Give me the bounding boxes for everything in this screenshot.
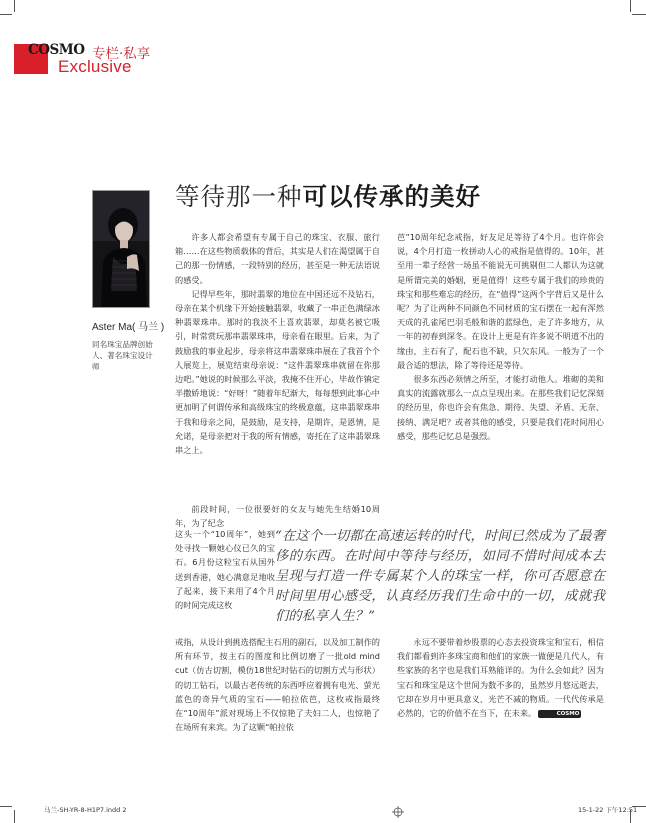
end-mark: COSMO	[538, 710, 581, 718]
footer-timestamp: 15-1-22 下午12:51	[578, 806, 638, 814]
registration-mark-icon	[392, 806, 404, 818]
article-column-2-bottom	[397, 635, 604, 720]
paragraph: 很多东西必须情之所至，才能打动他人。堆砌的美和真实的流露就那么一点点呈现出来。在那些我们记忆深刻的经历里，你也许会有焦急、期待、失望、矛盾、无奈、接纳、满足吧？或者其他的感受，只要是我们花时间用心感受，那些记忆总是强烈。	[397, 374, 604, 441]
article-column-1-narrow	[175, 527, 275, 612]
article-column-1-bottom	[175, 635, 380, 734]
paragraph: 记得早些年，那时翡翠的地位在中国还远不及钻石，母亲在某个机缘下开始接触翡翠，收藏了一串正色满绿冰种翡翠珠串。那时的我淡不上喜欢翡翠，却莫名被它吸引，时常赏玩那串翡翠珠串，母亲看在眼里。后来，为了鼓励我的事业起步，母亲将这串翡翠珠串展在了我首个个人展览上，展览结束母亲说：“这件翡翠珠串就留在你那边吧。”她说的时候那么平淡，我掩不住开心，毕故作镇定半撒娇地说：“好呀！”随着年纪渐大，每每想到此事心中更加明了何谓传承和高级珠宝的终极意蕴，这串翡翠珠串于我和母亲之间，是鼓励，是支持，是期许，是恩情，是允诺，是母亲把对于我的所有情感，寄托在了这串翡翠珠串之上。	[175, 288, 380, 456]
crop-mark	[632, 14, 646, 15]
crop-mark	[14, 0, 15, 12]
registration-mark	[392, 803, 404, 822]
brand-logo: COSMO	[28, 42, 85, 58]
article-column-2	[397, 230, 604, 443]
paragraph: 芭”10周年纪念戒指，好友足足等待了4个月。也许你会说，4个月打造一枚拼动人心的戒指是值得的。10年，甚至用一辈子经营一场虽不能说无可挑剔但二人都认为这就是所谓完美的婚姻，更是值得！这些专属于我们的珍贵的珠宝和那些难忘的经历，在“值得”这两个字背后又是什么呢？为了让两种不同颜色不同材质的宝石摆在一起有浑然天成的孔雀尾巴羽毛般和谐的蓝绿色，走了许多地方，从一年的初春到深冬。在设计上更是有许多说不明道不出的缘由，主石有了，配石也不缺，只欠东风。一般为了一个最合适的想法，除了等待还是等待。	[397, 232, 604, 370]
headline-light: 等待那一种	[175, 182, 303, 211]
paragraph	[397, 635, 604, 720]
paragraph: 前段时间，一位很要好的女友与她先生结婚10周年，为了纪念	[175, 504, 380, 529]
paragraph: 许多人都会希望有专属于自己的珠宝、衣服、旅行箱……在这些物质载体的背后，其实是人们在渴望属于自己的那一份情感，一段特别的经历，甚至是一种无法语说的感受。	[175, 232, 380, 285]
paragraph-text: 永远不要带着炒股票的心态去投资珠宝和宝石，相信我们都看到许多珠宝商和他们的家族一做便是几代人，有些家族的名字也是我们耳熟能详的。为什么会如此？因为宝石和珠宝是这个世间为数不多的，虽然岁月悠远逝去，它却在岁月中更具意义、光芒不减的物质。一代代传承是必然的，它的价值不在当下，在未来。	[397, 637, 604, 719]
section-subtitle: Exclusive	[58, 57, 132, 76]
author-name: Aster Ma( 马兰 )	[92, 322, 165, 333]
portrait-image	[93, 191, 149, 307]
article-column-1	[175, 230, 380, 457]
article-headline	[175, 178, 481, 213]
crop-mark	[0, 14, 12, 15]
crop-mark	[14, 810, 15, 823]
crop-mark	[0, 806, 12, 807]
section-title: 专栏·私享	[92, 46, 151, 62]
author-bio: 同名珠宝品牌创始人、著名珠宝设计师	[92, 340, 153, 371]
headline-bold: 可以传承的美好	[302, 182, 481, 211]
pull-quote: “在这个一切都在高速运转的时代，时间已然成为了最奢侈的东西。在时间中等待与经历，如同不惜时间成本去呈现与打造一件专属某个人的珠宝一样，你可否愿意在时间里用心感受，认真经历我们生命中的一切，成就我们的私享人生？”	[275, 529, 605, 624]
paragraph: 戒指，从设计到挑选搭配主石用的副石，以及加工制作的所有环节，按主石的图度和比例切磨了一批old mind cut（仿古切割，模仿18世纪时钻石的切割方式与形状）的切工钻石，以最古老传统的东西呼应着拥有电光、萤光蓝色的奇异气质的宝石——帕拉依芭，这枚戒指最终在“10周年”派对现场上不仅惊艳了夫妇二人，也惊艳了在场所有来宾。为了这颗“帕拉依	[175, 637, 380, 733]
crop-mark	[630, 0, 631, 12]
author-portrait	[92, 190, 150, 308]
footer-file-slug: 马兰-SH-YR-8-H1P7.indd 2	[44, 806, 127, 814]
paragraph: 这头一个“10周年”，她到处寻找一颗她心仪已久的宝石。6月份这粒宝石从国外送到香港，她心满意足地收了起来，接下来用了4个月的时间完成这枚	[175, 529, 275, 611]
